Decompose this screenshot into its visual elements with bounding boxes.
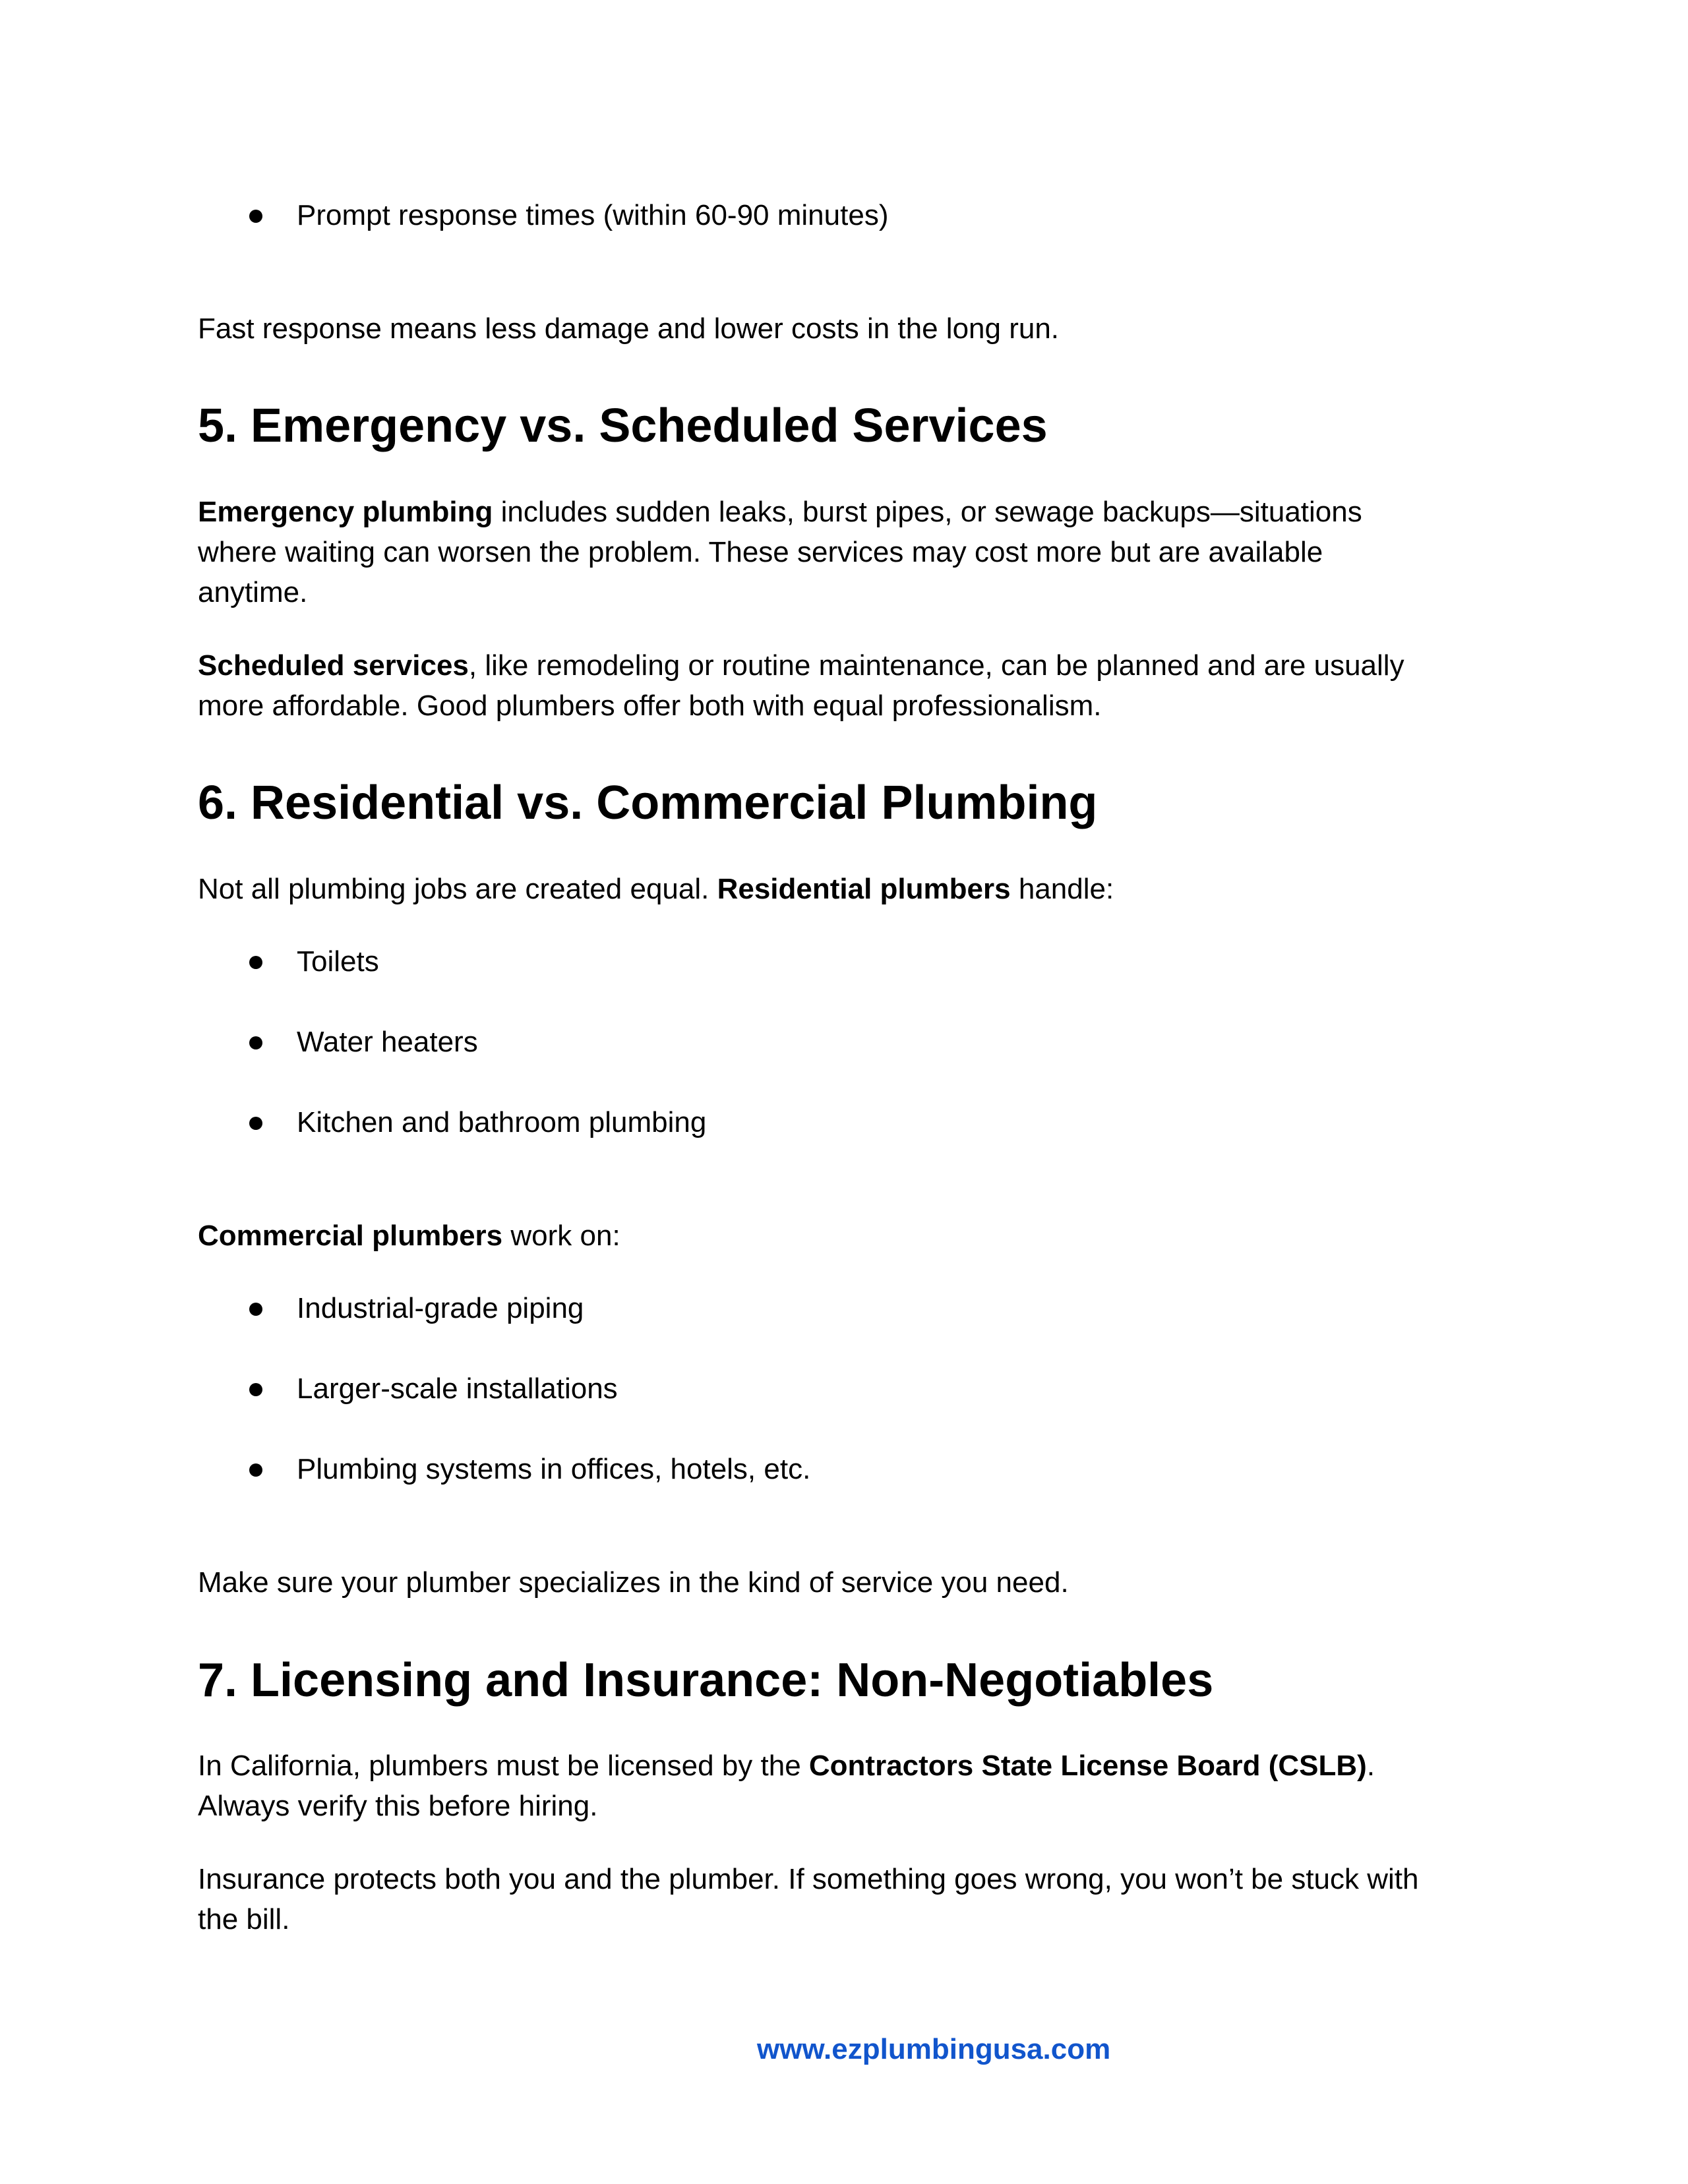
residential-plumbers-term: Residential plumbers <box>717 873 1011 905</box>
bullet-icon <box>249 1463 262 1477</box>
cslb-term: Contractors State License Board (CSLB) <box>808 1750 1367 1782</box>
section-7-paragraph-1-line-1: In California, plumbers must be licensed by the Contractors State License Board (CSLB). <box>198 1750 1375 1782</box>
list-item-text: Industrial-grade piping <box>297 1292 584 1324</box>
section-6-intro: Not all plumbing jobs are created equal. Residential plumbers handle: <box>198 873 1114 905</box>
section-6-heading: 6. Residential vs. Commercial Plumbing <box>198 777 1098 829</box>
list-item-text: Kitchen and bathroom plumbing <box>297 1106 707 1138</box>
section-5-paragraph-1-line-1: Emergency plumbing includes sudden leaks, burst pipes, or sewage backups—situations <box>198 496 1362 528</box>
list-item-text: Prompt response times (within 60-90 minutes) <box>297 199 889 231</box>
commercial-plumbers-term: Commercial plumbers <box>198 1220 503 1252</box>
bullet-icon <box>249 1303 262 1316</box>
commercial-intro: Commercial plumbers work on: <box>198 1220 620 1252</box>
list-item-text: Plumbing systems in offices, hotels, etc. <box>297 1453 811 1485</box>
section-7-paragraph-1-line-2: Always verify this before hiring. <box>198 1790 598 1822</box>
bullet-icon <box>249 1383 262 1396</box>
footer-website-link[interactable]: www.ezplumbingusa.com <box>757 2033 1111 2065</box>
emergency-plumbing-term: Emergency plumbing <box>198 496 493 528</box>
list-item-text: Water heaters <box>297 1026 478 1058</box>
section-5-paragraph-1-line-3: anytime. <box>198 576 308 608</box>
section-7-paragraph-2-line-1: Insurance protects both you and the plumber. If something goes wrong, you won’t be stuck with <box>198 1863 1419 1895</box>
bullet-icon <box>249 210 262 223</box>
section-5-paragraph-2-line-1: Scheduled services, like remodeling or routine maintenance, can be planned and are usually <box>198 649 1404 682</box>
list-item-text: Toilets <box>297 945 379 978</box>
section-6-closing: Make sure your plumber specializes in the kind of service you need. <box>198 1566 1069 1599</box>
section-7-paragraph-2-line-2: the bill. <box>198 1903 290 1935</box>
list-item-text: Larger-scale installations <box>297 1372 618 1405</box>
section-5-paragraph-1-line-2: where waiting can worsen the problem. These services may cost more but are available <box>198 536 1323 568</box>
bullet-icon <box>249 1036 262 1049</box>
bullet-icon <box>249 1117 262 1130</box>
bullet-icon <box>249 956 262 969</box>
scheduled-services-term: Scheduled services <box>198 649 469 682</box>
section-7-heading: 7. Licensing and Insurance: Non-Negotiables <box>198 1654 1214 1707</box>
section-5-paragraph-2-line-2: more affordable. Good plumbers offer both with equal professionalism. <box>198 690 1102 722</box>
section-5-heading: 5. Emergency vs. Scheduled Services <box>198 399 1048 452</box>
paragraph-fast-response: Fast response means less damage and lower costs in the long run. <box>198 312 1060 345</box>
